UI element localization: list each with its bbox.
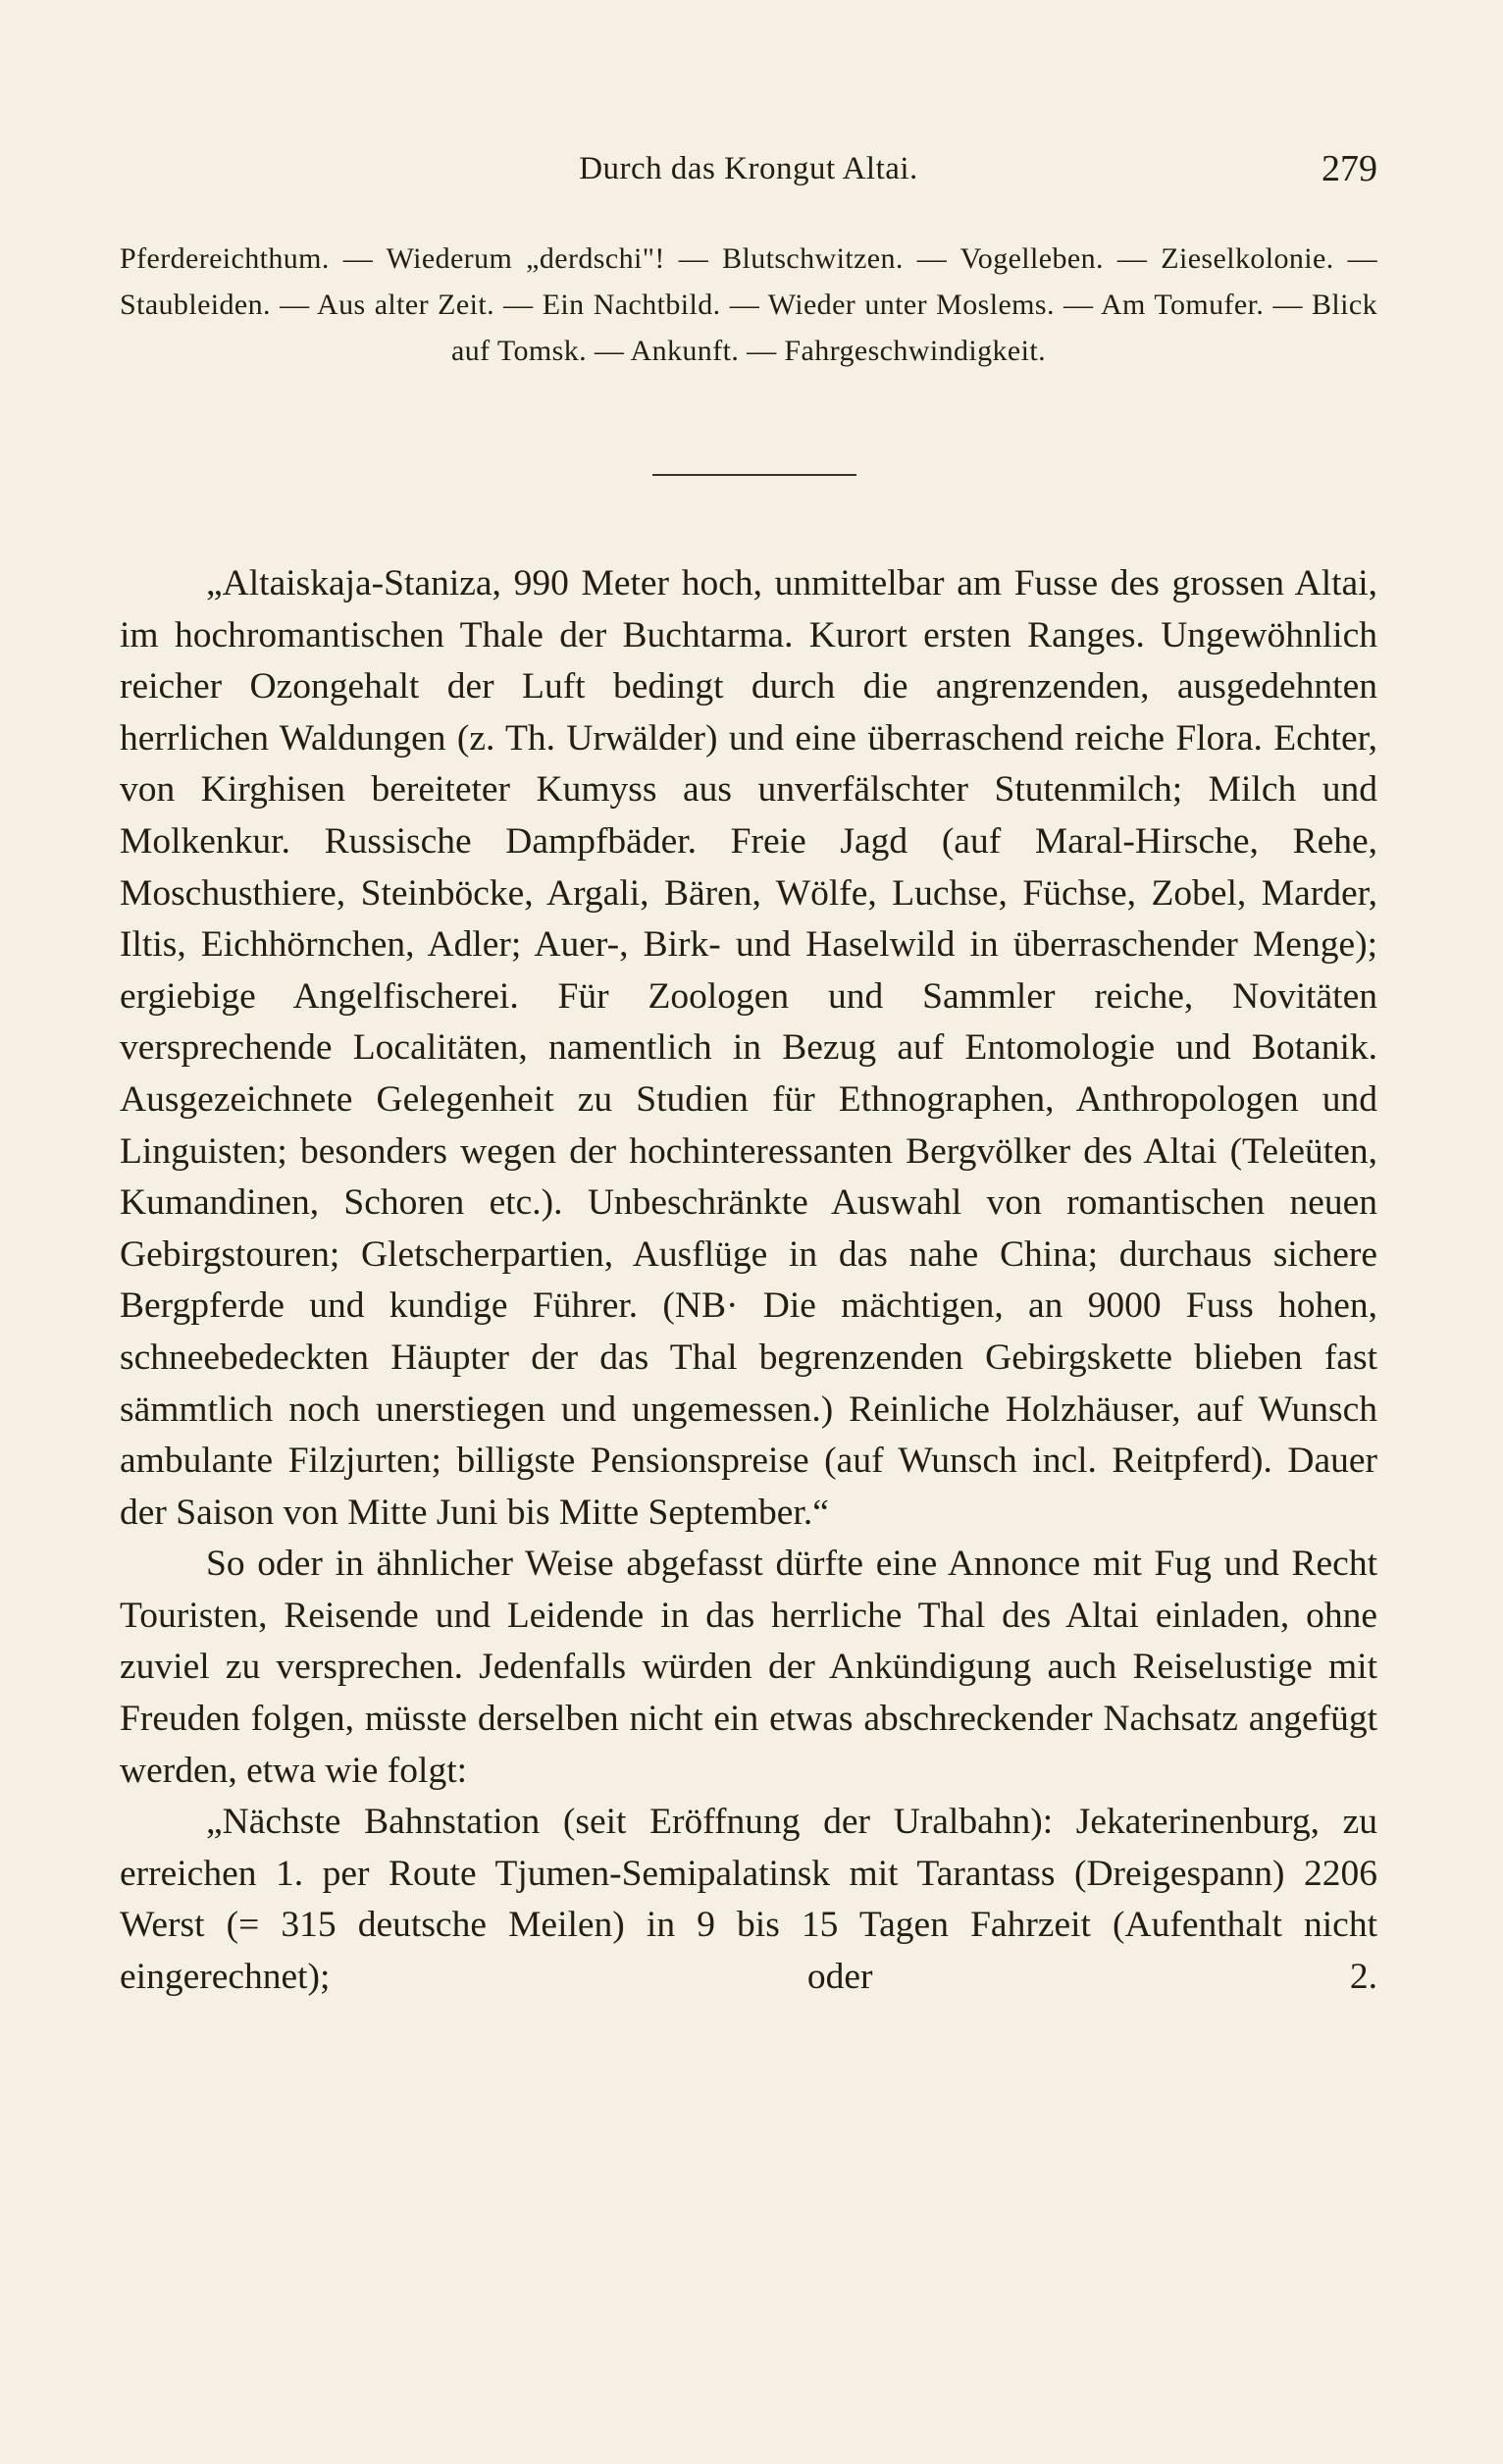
running-title: Durch das Krongut Altai. (579, 151, 918, 186)
running-head (120, 148, 1377, 198)
page-number: 279 (1322, 148, 1377, 189)
paragraph-travel-route: „Nächste Bahnstation (seit Eröffnung der Uralbahn): Jekaterinenburg, zu erreichen 1. per Route Tjumen-Semipalatinsk mit Tarantass (Dreigespann) 2206 Werst (= 315 deutsche Meilen) in 9 bis 15 Tagen Fahrzeit (Aufenthalt nicht eingerechnet); oder 2. (120, 1802, 1377, 1998)
chapter-summary: Pferdereichthum. — Wiederum „derdschi"! — Blutschwitzen. — Vogelleben. — Zieselkolonie. — Staubleiden. — Aus alter Zeit. — Ein Nachtbild. — Wieder unter Moslems. — Am Tomufer. — Blick auf Tomsk. — Ankunft. — Fahrgeschwindigkeit. (120, 242, 1377, 367)
paragraph-commentary: So oder in ähnlicher Weise abgefasst dürfte eine Annonce mit Fug und Recht Touristen, Reisende und Leidende in das herrliche Thal des Altai einladen, ohne zuviel zu versprechen. Jedenfalls würden der Ankündigung auch Reiselustige mit Freuden folgen, müsste derselben nicht ein etwas abschreckender Nachsatz angefügt werden, etwa wie folgt: (120, 1544, 1377, 1791)
section-divider (652, 474, 856, 476)
paragraph-advertisement: „Altaiskaja-Staniza, 990 Meter hoch, unmittelbar am Fusse des grossen Altai, im hochromantischen Thale der Buchtarma. Kurort ersten Ranges. Ungewöhnlich reicher Ozongehalt der Luft bedingt durch die angrenzenden, ausgedehnten herrlichen Waldungen (z. Th. Urwälder) und eine überraschend reiche Flora. Echter, von Kirghisen bereiteter Kumyss aus unverfälschter Stutenmilch; Milch und Molkenkur. Russische Dampfbäder. Freie Jagd (auf Maral-Hirsche, Rehe, Moschusthiere, Steinböcke, Argali, Bären, Wölfe, Luchse, Füchse, Zobel, Marder, Iltis, Eichhörnchen, Adler; Auer-, Birk- und Haselwild in überraschender Menge); ergiebige Angelfischerei. Für Zoologen und Sammler reiche, Novitäten versprechende Localitäten, namentlich in Bezug auf Entomologie und Botanik. Ausgezeichnete Gelegenheit zu Studien für Ethnographen, Anthropologen und Linguisten; besonders wegen der hochinteressanten Bergvölker des Altai (Teleüten, Kumandinen, Schoren etc.). Unbeschränkte Auswahl von romantischen neuen Gebirgstouren; Gletscherpartien, Ausflüge in das nahe China; durchaus sichere Bergpferde und kundige Führer. (NB· Die mächtigen, an 9000 Fuss hohen, schneebedeckten Häupter der das Thal begrenzenden Gebirgskette blieben fast sämmtlich noch unerstiegen und ungemessen.) Reinliche Holzhäuser, auf Wunsch ambulante Filzjurten; billigste Pensionspreise (auf Wunsch incl. Reitpferd). Dauer der Saison von Mitte Juni bis Mitte September.“ (120, 563, 1377, 1533)
body-text (120, 558, 1377, 2004)
